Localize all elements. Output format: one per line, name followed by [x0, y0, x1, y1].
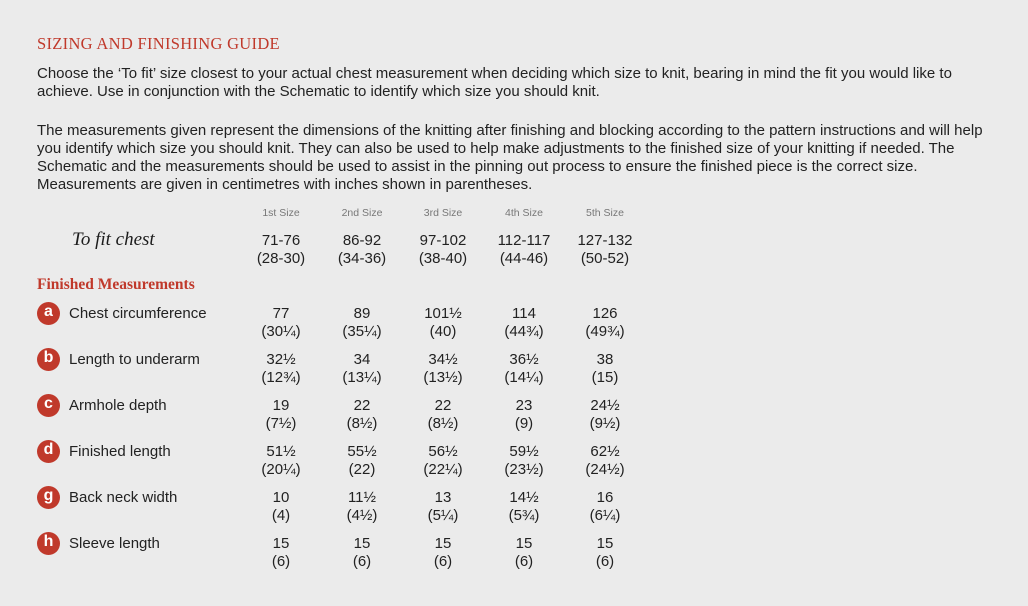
- measurement-in: (6): [433, 553, 453, 570]
- measurement-cell: [398, 351, 488, 387]
- size-header-2: 2nd Size: [341, 207, 383, 219]
- measurement-cell: [479, 397, 569, 433]
- measurement-cm: 22: [434, 397, 452, 414]
- measurement-cell: [236, 443, 326, 479]
- measurement-in: (35¼): [342, 323, 382, 340]
- measurement-cm: 15: [353, 535, 371, 552]
- measurement-cm: 13: [434, 489, 452, 506]
- letter-badge-h: h: [37, 532, 60, 555]
- measurement-cm: 36½: [509, 351, 539, 368]
- to-fit-cm-4: 112-117: [497, 232, 551, 249]
- measurement-cell: [479, 489, 569, 525]
- measurement-in: (22): [348, 461, 376, 478]
- measurement-cell: [398, 397, 488, 433]
- to-fit-cm-5: 127-132: [577, 232, 633, 249]
- measurement-label-b: [37, 347, 200, 371]
- measurement-in: (40): [429, 323, 457, 340]
- measurement-cell: [398, 535, 488, 571]
- measurement-label-d: [37, 439, 171, 463]
- measurement-cell: [560, 443, 650, 479]
- measurement-cell: [560, 489, 650, 525]
- measurement-in: (24½): [585, 461, 625, 478]
- measurement-in: (9½): [589, 415, 621, 432]
- size-header-5: 5th Size: [586, 207, 624, 219]
- to-fit-cell-4: [479, 232, 569, 268]
- measurement-cm: 56½: [428, 443, 458, 460]
- measurement-cm: 11½: [347, 489, 377, 506]
- measurement-in: (5¾): [508, 507, 540, 524]
- measurement-name: Length to underarm: [69, 350, 200, 368]
- measurement-label-c: [37, 393, 167, 417]
- measurement-cell: [560, 397, 650, 433]
- measurement-cell: [560, 305, 650, 341]
- measurement-name: Armhole depth: [69, 396, 167, 414]
- measurement-cm: 16: [596, 489, 614, 506]
- measurement-in: (4½): [346, 507, 378, 524]
- to-fit-cm-1: 71-76: [261, 232, 301, 249]
- measurement-cm: 51½: [266, 443, 296, 460]
- measurement-cm: 38: [596, 351, 614, 368]
- measurement-label-h: [37, 531, 160, 555]
- measurement-cell: [560, 351, 650, 387]
- measurement-in: (12¾): [261, 369, 301, 386]
- measurement-cm: 34½: [428, 351, 458, 368]
- measurement-in: (4): [271, 507, 291, 524]
- letter-badge-b: b: [37, 348, 60, 371]
- measurement-cm: 22: [353, 397, 371, 414]
- to-fit-cell-3: [398, 232, 488, 268]
- measurement-name: Finished length: [69, 442, 171, 460]
- measurement-cell: [479, 351, 569, 387]
- measurement-cm: 101½: [424, 305, 462, 322]
- measurement-in: (44¾): [504, 323, 544, 340]
- measurement-cm: 55½: [347, 443, 377, 460]
- measurement-cell: [236, 305, 326, 341]
- measurement-in: (13½): [423, 369, 463, 386]
- measurement-cm: 89: [353, 305, 371, 322]
- measurement-cell: [479, 443, 569, 479]
- size-header-4: 4th Size: [505, 207, 543, 219]
- measurement-in: (7½): [265, 415, 297, 432]
- measurement-in: (15): [591, 369, 619, 386]
- measurement-cell: [479, 305, 569, 341]
- measurement-cm: 14½: [509, 489, 539, 506]
- measurement-cell: [236, 351, 326, 387]
- to-fit-in-3: (38-40): [418, 250, 468, 267]
- to-fit-in-1: (28-30): [256, 250, 306, 267]
- letter-badge-d: d: [37, 440, 60, 463]
- measurement-cm: 59½: [509, 443, 539, 460]
- to-fit-chest-label: To fit chest: [72, 229, 155, 250]
- to-fit-in-2: (34-36): [337, 250, 387, 267]
- to-fit-in-4: (44-46): [499, 250, 549, 267]
- measurement-cm: 32½: [266, 351, 296, 368]
- measurement-label-a: [37, 301, 207, 325]
- size-header-3: 3rd Size: [423, 207, 463, 219]
- to-fit-cell-1: [236, 232, 326, 268]
- measurement-in: (8½): [346, 415, 378, 432]
- measurement-cell: [398, 489, 488, 525]
- measurement-in: (30¼): [261, 323, 301, 340]
- measurement-cell: [317, 351, 407, 387]
- measurement-cell: [479, 535, 569, 571]
- finished-measurements-title: Finished Measurements: [37, 276, 195, 293]
- to-fit-cell-2: [317, 232, 407, 268]
- measurement-cell: [236, 535, 326, 571]
- measurement-cm: 15: [434, 535, 452, 552]
- measurement-in: (20¼): [261, 461, 301, 478]
- measurement-in: (49¾): [585, 323, 625, 340]
- measurement-cell: [398, 305, 488, 341]
- letter-badge-g: g: [37, 486, 60, 509]
- measurement-in: (6): [352, 553, 372, 570]
- measurement-name: Sleeve length: [69, 534, 160, 552]
- measurement-cm: 15: [515, 535, 533, 552]
- size-header-1: 1st Size: [262, 207, 300, 219]
- measurement-in: (9): [514, 415, 534, 432]
- measurement-cell: [317, 397, 407, 433]
- measurement-in: (8½): [427, 415, 459, 432]
- intro-paragraph-2: The measurements given represent the dimensions of the knitting after finishing and blocking according to the pattern instructions and will help you identify which size you should knit. They can also be used to help make adjustments to the finished size of your knitting if needed. The Schematic and the measurements should be used to assist in the pinning out process to ensure the finished piece is the correct size. Measurements are given in centimetres with inches shown in parentheses.: [37, 122, 983, 193]
- measurement-cm: 15: [596, 535, 614, 552]
- page-title: SIZING AND FINISHING GUIDE: [37, 34, 280, 53]
- to-fit-cm-2: 86-92: [342, 232, 382, 249]
- measurement-cm: 34: [353, 351, 371, 368]
- measurement-cm: 77: [272, 305, 290, 322]
- measurement-name: Chest circumference: [69, 304, 207, 322]
- measurement-cell: [560, 535, 650, 571]
- measurement-in: (6¼): [589, 507, 621, 524]
- measurement-in: (5¼): [427, 507, 459, 524]
- measurement-in: (6): [271, 553, 291, 570]
- measurement-label-g: [37, 485, 177, 509]
- measurement-in: (22¼): [423, 461, 463, 478]
- measurement-cell: [317, 489, 407, 525]
- measurement-in: (6): [595, 553, 615, 570]
- measurement-name: Back neck width: [69, 488, 178, 506]
- measurement-cm: 24½: [590, 397, 620, 414]
- to-fit-in-5: (50-52): [580, 250, 630, 267]
- measurement-in: (14¼): [504, 369, 544, 386]
- measurement-in: (13¼): [342, 369, 382, 386]
- measurement-cm: 15: [272, 535, 290, 552]
- measurement-cell: [317, 535, 407, 571]
- measurement-cell: [398, 443, 488, 479]
- measurement-cell: [236, 489, 326, 525]
- measurement-cell: [236, 397, 326, 433]
- measurement-cm: 23: [515, 397, 533, 414]
- measurement-cm: 10: [272, 489, 290, 506]
- measurement-cm: 19: [272, 397, 290, 414]
- measurement-cm: 126: [592, 305, 618, 322]
- measurement-in: (23½): [504, 461, 544, 478]
- measurement-cm: 62½: [590, 443, 620, 460]
- measurement-cell: [317, 443, 407, 479]
- intro-paragraph-1: Choose the ‘To fit’ size closest to your actual chest measurement when deciding which size to knit, bearing in mind the fit you would like to achieve. Use in conjunction with the Schematic to identify which size you should knit.: [37, 65, 952, 100]
- letter-badge-c: c: [37, 394, 60, 417]
- measurement-in: (6): [514, 553, 534, 570]
- to-fit-cell-5: [560, 232, 650, 268]
- measurement-cm: 114: [512, 305, 536, 322]
- to-fit-cm-3: 97-102: [419, 232, 467, 249]
- letter-badge-a: a: [37, 302, 60, 325]
- measurement-cell: [317, 305, 407, 341]
